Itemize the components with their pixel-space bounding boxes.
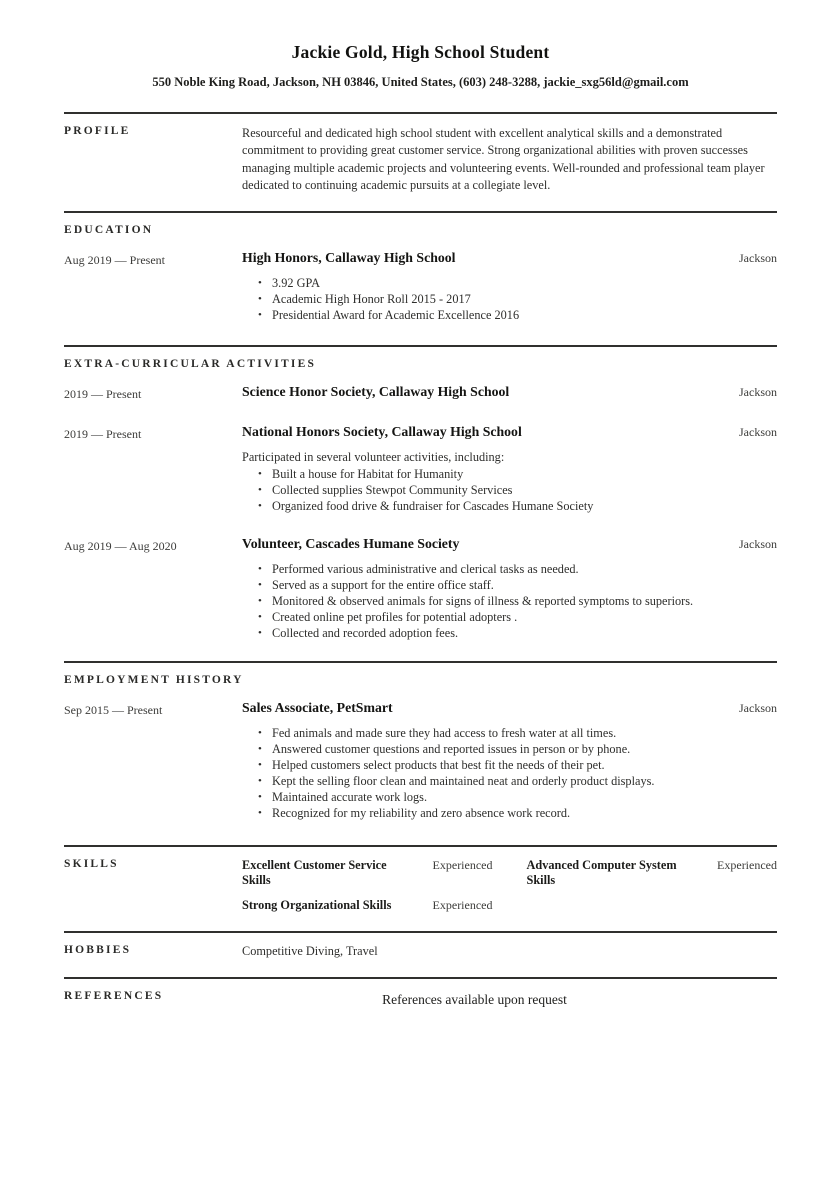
section-extracurricular	[64, 345, 777, 661]
entry-title: Volunteer, Cascades Humane Society	[242, 535, 460, 551]
contact-line: 550 Noble King Road, Jackson, NH 03846, United States, (603) 248-3288, jackie_sxg56ld@gmail.com	[152, 75, 689, 89]
skills-grid	[242, 858, 777, 914]
entry-title-row	[242, 536, 777, 552]
entry-title: Sales Associate, PetSmart	[242, 699, 393, 715]
education-entries	[64, 250, 777, 323]
resume-header	[64, 0, 777, 112]
entry-main	[242, 424, 777, 514]
bullet-item: • Monitored & observed animals for signs of illness & reported symptoms to superiors.	[242, 593, 777, 609]
bullet-item: • Collected and recorded adoption fees.	[242, 625, 777, 641]
section-hobbies	[64, 931, 777, 977]
entry-main	[242, 250, 777, 323]
entry-date: 2019 — Present	[64, 386, 142, 401]
entry-title-row	[242, 424, 777, 440]
entry-location: Jackson	[739, 424, 777, 439]
skill-name: Advanced Computer System Skills	[526, 857, 677, 888]
profile-text: Resourceful and dedicated high school student with excellent analytical skills and a demonstrated commitment to providing great customer service. Strong organizational abilities with proven successes managing multiple academic projects and volunteering events. Well-rounded and professional team player dedicated to continuing academic pursuits at a collegiate level.	[242, 126, 765, 193]
bullet-item: • Academic High Honor Roll 2015 - 2017	[242, 291, 777, 307]
section-employment	[64, 661, 777, 845]
extracurricular-entry	[64, 424, 777, 514]
references-heading: REFERENCES	[64, 990, 164, 1003]
skill-item	[242, 898, 493, 914]
skills-column-left	[242, 858, 493, 914]
section-education	[64, 211, 777, 345]
entry-bullets	[242, 725, 777, 821]
extracurricular-entry	[64, 384, 777, 402]
section-skills	[64, 845, 777, 932]
entry-date: Aug 2019 — Present	[64, 252, 165, 267]
extracurricular-entry	[64, 536, 777, 641]
candidate-name: Jackie Gold, High School Student	[291, 42, 550, 62]
bullet-item: • Kept the selling floor clean and maintained neat and orderly product displays.	[242, 773, 777, 789]
bullet-item: • Recognized for my reliability and zero absence work record.	[242, 805, 777, 821]
entry-title-row	[242, 250, 777, 266]
entry-date: Aug 2019 — Aug 2020	[64, 538, 177, 553]
bullet-item: • Presidential Award for Academic Excellence 2016	[242, 307, 777, 323]
bullet-item: • Served as a support for the entire office staff.	[242, 577, 777, 593]
hobbies-text: Competitive Diving, Travel	[242, 944, 378, 959]
employment-entry	[64, 700, 777, 821]
entry-date: 2019 — Present	[64, 426, 142, 441]
skill-name: Excellent Customer Service Skills	[242, 857, 387, 888]
entry-title: National Honors Society, Callaway High School	[242, 423, 522, 439]
entry-title-row	[242, 384, 777, 400]
bullet-item: • Organized food drive & fundraiser for Cascades Humane Society	[242, 498, 777, 514]
bullet-item: • Created online pet profiles for potential adopters .	[242, 609, 777, 625]
entry-location: Jackson	[739, 384, 777, 399]
skill-level: Experienced	[432, 897, 493, 912]
entry-bullets	[242, 561, 777, 641]
extracurricular-entries	[64, 384, 777, 641]
bullet-item: • Collected supplies Stewpot Community Services	[242, 482, 777, 498]
section-profile	[64, 112, 777, 211]
entry-main	[242, 536, 777, 641]
bullet-item: • Performed various administrative and clerical tasks as needed.	[242, 561, 777, 577]
bullet-item: • Built a house for Habitat for Humanity	[242, 466, 777, 482]
references-text: References available upon request	[382, 992, 567, 1008]
extracurricular-heading: EXTRA-CURRICULAR ACTIVITIES	[64, 357, 317, 370]
entry-bullets	[242, 275, 777, 323]
skills-heading: SKILLS	[64, 857, 119, 870]
education-entry	[64, 250, 777, 323]
skills-column-right	[527, 858, 778, 914]
section-references	[64, 977, 777, 1028]
entry-intro: Participated in several volunteer activities, including:	[242, 449, 505, 464]
entry-main	[242, 700, 777, 821]
hobbies-heading: HOBBIES	[64, 944, 132, 957]
profile-heading: PROFILE	[64, 125, 131, 137]
skill-item	[527, 858, 778, 889]
employment-entries	[64, 700, 777, 821]
entry-location: Jackson	[739, 536, 777, 551]
entry-main	[242, 384, 777, 402]
skill-item	[242, 858, 493, 889]
skill-level: Experienced	[717, 857, 777, 872]
bullet-item: • Maintained accurate work logs.	[242, 789, 777, 805]
bullet-item: • Answered customer questions and reported issues in person or by phone.	[242, 741, 777, 757]
bullet-item: • Helped customers select products that best fit the needs of their pet.	[242, 757, 777, 773]
entry-title: Science Honor Society, Callaway High School	[242, 383, 510, 399]
entry-date: Sep 2015 — Present	[64, 702, 163, 717]
entry-location: Jackson	[739, 700, 777, 715]
skill-name: Strong Organizational Skills	[242, 897, 392, 912]
entry-title-row	[242, 700, 777, 716]
bullet-item: • Fed animals and made sure they had access to fresh water at all times.	[242, 725, 777, 741]
education-heading: EDUCATION	[64, 223, 154, 236]
entry-bullets	[242, 466, 777, 514]
employment-heading: EMPLOYMENT HISTORY	[64, 673, 244, 686]
entry-location: Jackson	[739, 250, 777, 265]
bullet-item: • 3.92 GPA	[242, 275, 777, 291]
entry-title: High Honors, Callaway High School	[242, 249, 456, 265]
skill-level: Experienced	[432, 857, 493, 872]
